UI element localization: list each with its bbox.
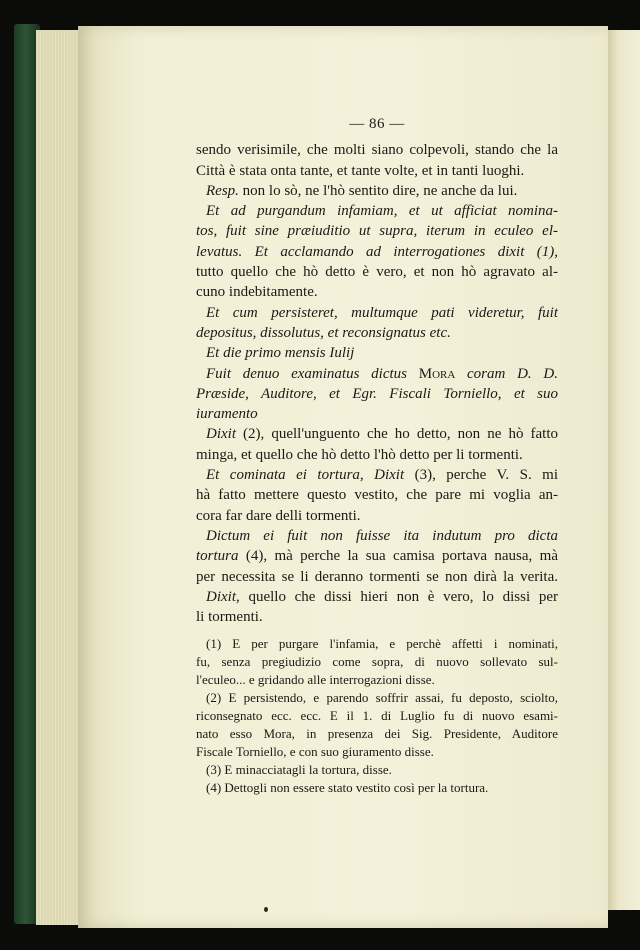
footnote-line: Fiscale Torniello, e con suo giuramento disse.: [196, 744, 434, 760]
page-stack-edge: [36, 30, 84, 925]
text-line: cuno indebitamente.: [196, 284, 318, 301]
text-line: hà fatto mettere questo vestito, che pare mi voglia an-: [196, 487, 558, 504]
text-line: cora far dare delli tormenti.: [196, 507, 361, 524]
text-line: per necessita se li deranno tormenti se non dirà la verita.: [196, 568, 558, 585]
text-line: tos, fuit sine præiuditio ut supra, iterum in eculeo el-: [196, 223, 558, 240]
paper-speck: [264, 907, 268, 912]
text-line: minga, et quello che hò detto l'hò detto per li tormenti.: [196, 446, 523, 463]
text-line: tutto quello che hò detto è vero, et non hò agravato al-: [196, 264, 558, 281]
footnote-line: (3) E minacciatagli la tortura, disse.: [206, 762, 392, 778]
text-line: Resp. non lo sò, ne l'hò sentito dire, ne anche da lui.: [206, 182, 518, 199]
page-number: — 86 —: [349, 116, 405, 132]
text-line: levatus. Et acclamando ad interrogationes dixit (1),: [196, 243, 558, 260]
text-line: tortura (4), mà perche la sua camisa portava nausa, mà: [196, 548, 558, 565]
text-line: Dixit, quello che dissi hieri non è vero, lo dissi per: [206, 588, 558, 605]
footnote-line: riconsegnato ecc. ecc. E il 1. di Luglio fu di nuovo esami-: [196, 708, 558, 724]
text-line: Et die primo mensis Iulij: [206, 345, 355, 362]
main-text: [196, 140, 558, 627]
text-line: Città è stata onta tante, et tante volte, et in tanti luoghi.: [196, 162, 525, 179]
footnote-line: fu, senza pregiudizio come sopra, di nuovo sollevato sul-: [196, 654, 558, 670]
footnote-line: (4) Dettogli non essere stato vestito così per la tortura.: [206, 780, 489, 796]
text-line: Dictum ei fuit non fuisse ita indutum pro dicta: [206, 527, 558, 544]
text-line: iuramento: [196, 406, 258, 423]
text-line: Et cominata ei tortura, Dixit (3), perche V. S. mi: [206, 467, 558, 484]
text-line: Dixit (2), quell'unguento che ho detto, non ne hò fatto: [206, 426, 558, 443]
text-line: depositus, dissolutus, et reconsignatus etc.: [196, 324, 451, 341]
footnote-line: nato esso Mora, in presenza dei Sig. Presidente, Auditore: [196, 726, 558, 742]
footnote-line: (1) E per purgare l'infamia, e perchè affetti i nominati,: [206, 636, 558, 652]
text-line: Et ad purgandum infamiam, et ut afficiat nomina-: [206, 203, 558, 220]
footnote-line: (2) E persistendo, e parendo soffrir assai, fu deposto, sciolto,: [206, 690, 558, 706]
footnote-line: l'eculeo... e gridando alle interrogazioni disse.: [196, 672, 435, 688]
footnotes: [196, 635, 558, 797]
facing-page-edge: [604, 30, 640, 910]
page-text: [196, 114, 558, 797]
notes-separator: [196, 627, 558, 635]
text-line: sendo verisimile, che molti siano colpevoli, stando che la: [196, 142, 558, 159]
text-line: Præside, Auditore, et Egr. Fiscali Torniello, et suo: [196, 385, 558, 402]
text-line: Et cum persisteret, multumque pati videretur, fuit: [206, 304, 558, 321]
text-line: li tormenti.: [196, 609, 263, 626]
text-line: Fuit denuo examinatus dictus Mora coram D. D.: [206, 365, 558, 382]
